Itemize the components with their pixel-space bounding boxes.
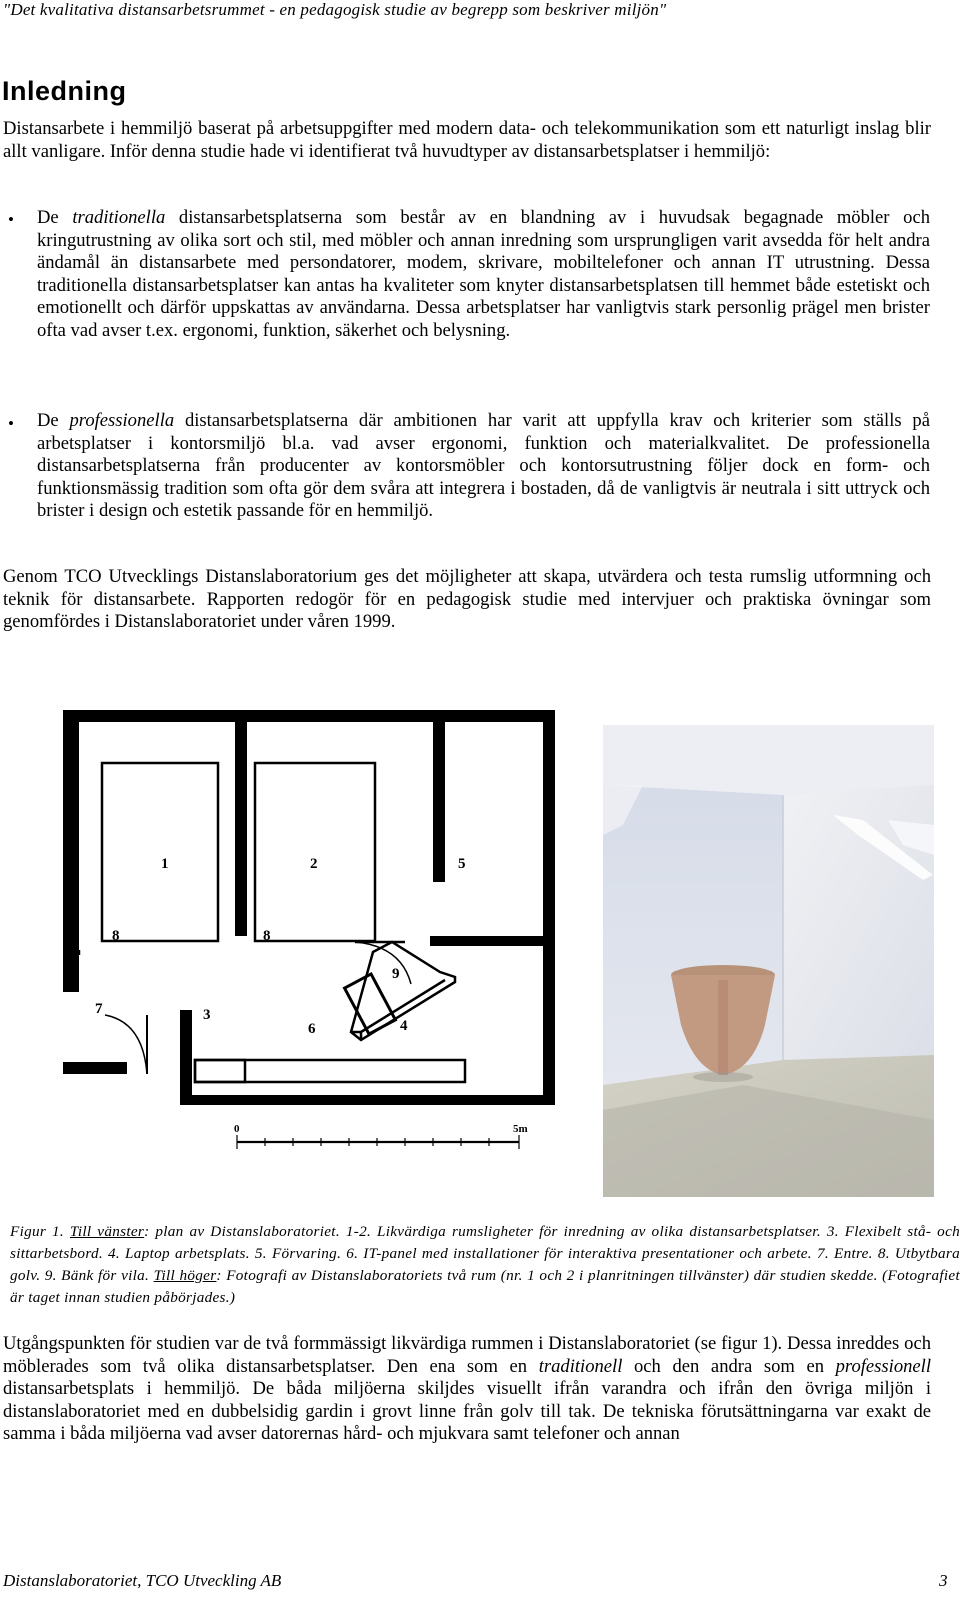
paragraph-study: Utgångspunkten för studien var de två formmässigt likvärdiga rummen i Distanslaboratoriet (se figur 1). Dessa inreddes och möblerades som två olika distansarbetsplatser. Den ena som en traditionell och den andra som en professionell distansarbetsplats i hemmiljö. De båda miljöerna skiljdes visuellt ifrån varandra och ifrån den övriga miljön i distanslaboratoriet med en dubbelsidig gardin i grovt linne från golv till tak. De tekniska förutsättningarna var exakt de samma i båda miljöerna vad avser datorernas hård- och mjukvara samt telefoner och annan: [3, 1333, 931, 1445]
plan-label: 9: [392, 966, 400, 982]
room-outline-1: [102, 763, 218, 941]
plan-label: 2: [310, 856, 318, 872]
plan-label: 5: [458, 856, 466, 872]
floor-plan: [55, 710, 565, 1175]
plan-label: 7: [95, 1001, 103, 1017]
caption-link-right: Till höger: [153, 1267, 217, 1284]
scale-bar: [234, 1123, 528, 1149]
plan-label: 3: [203, 1007, 211, 1023]
figure-caption: Figur 1. Till vänster: plan av Distanslaboratoriet. 1-2. Likvärdiga rumsligheter för inredning av olika distansarbetsplatser. 3. Flexibelt stå- och sittarbetsbord. 4. Laptop arbetsplats. 5. Förvaring. 6. IT-panel med installationer för interaktiva presentationer och arbete. 7. Entre. 8. Utbytbara golv. 9. Bänk för vila. Till höger: Fotografi av Distanslaboratoriets två rum (nr. 1 och 2 i planritningen tillvänster) där studien skedde. (Fotografiet är taget innan studien påbörjades.): [10, 1223, 960, 1306]
caption-link-left: Till vänster: [69, 1223, 145, 1240]
footer-organization: Distanslaboratoriet, TCO Utveckling AB: [3, 1571, 282, 1590]
bullet-professional: De professionella distansarbetsplatserna där ambitionen har varit att uppfylla krav och kriterier som ställs på arbetsplatser i kontorsmiljö bl.a. vad avser ergonomi, funktion och materialkvalitet. De professionella distansarbetsplatserna från producenter av kontorsmöbler och kontorsutrustning följer dock en form- och funktionsmässig tradition som ofta gör dem svåra att integrera i bostaden, då de vanligtvis är neutrala i sitt uttryck och brister i design och estetik passande för en hemmiljö.: [37, 410, 930, 522]
bullet-marker: •: [8, 414, 14, 433]
running-header: "Det kvalitativa distansarbetsrummet - en pedagogisk studie av begrepp som beskriver miljön": [3, 0, 667, 19]
bullet-traditional: De traditionella distansarbetsplatserna som består av en blandning av i huvudsak begagnade möbler och kringutrustning av olika sort och stil, med möbler och annan inredning som ursprungligen varit avsedda för helt andra ändamål än distansarbete med persondatorer, modem, skrivare, mobiltelefoner och annan IT utrustning. Dessa traditionella distansarbetsplatser kan antas ha kvaliteter som knyter distansarbetsplatsen till hemmet både estetiskt och emotionellt och därför uppskattas av användarna. Dessa arbetsplatser har vanligtvis stark personlig prägel men brister ofta vad avser t.ex. ergonomi, funktion, säkerhet och belysning.: [37, 207, 930, 341]
plan-label: 8: [263, 928, 271, 944]
plan-label: 6: [308, 1021, 316, 1037]
plan-label: 8: [112, 928, 120, 944]
scale-start-label: 0: [234, 1123, 240, 1135]
it-panel: [195, 1060, 465, 1082]
work-desk: [195, 1060, 245, 1082]
section-title: Inledning: [2, 76, 127, 106]
page-number: 3: [939, 1571, 948, 1590]
room-photograph: [603, 725, 934, 1197]
plan-label: 1: [161, 856, 169, 872]
intro-paragraph: Distansarbete i hemmiljö baserat på arbetsuppgifter med modern data- och telekommunikation som ett naturligt inslag blir allt vanligare. Inför denna studie hade vi identifierat två huvudtyper av distansarbetsplatser i hemmiljö:: [3, 118, 931, 162]
paragraph-tco: Genom TCO Utvecklings Distanslaboratorium ges det möjligheter att skapa, utvärdera och testa rumslig utformning och teknik för distansarbete. Rapporten redogör för en pedagogisk studie med intervjuer och praktiska övningar som genomfördes i Distanslaboratoriet under våren 1999.: [3, 566, 931, 633]
plan-label: 4: [400, 1018, 408, 1034]
plan-walls: [63, 710, 555, 1105]
scale-end-label: 5m: [513, 1123, 528, 1135]
bullet-marker: •: [8, 210, 14, 229]
room-outline-2: [255, 763, 375, 941]
